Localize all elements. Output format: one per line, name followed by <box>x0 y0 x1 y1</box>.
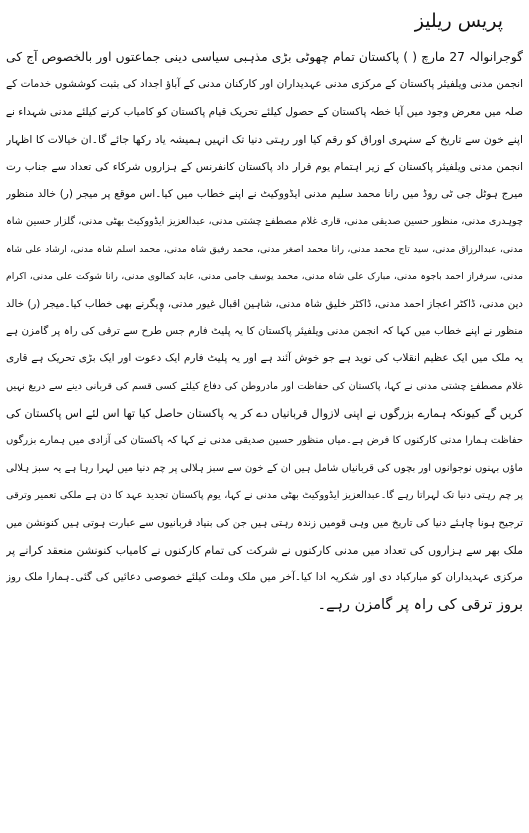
body-line: میرج ہوٹل جی ٹی روڈ میں رانا محمد سلیم مدنی ایڈووکیٹ نے اپنے خطاب میں کیا۔اس موقع پر میجر (ر) خالد منظور <box>6 187 523 200</box>
body-line: ملک بھر سے ہزاروں کی تعداد میں مدنی کارکنوں نے شرکت کی تمام کارکنوں نے کامیاب کنونشن منعقد کرانے پر <box>6 544 523 558</box>
body-line: ماؤں بہنوں نوجوانوں اور بچوں کی قربانیاں شامل ہیں ان کے خون سے سبز ہلالی پر چم دنیا میں لہرا رہا ہے یہ سبز ہلالی <box>6 462 523 474</box>
body-line: حفاظت ہمارا مدنی کارکنوں کا فرض ہے۔میاں منظور حسین صدیقی مدنی نے کہا کہ پاکستان کی آزادی میں ہمارے بزرگوں <box>6 435 523 447</box>
body-line: انجمن مدنی ویلفیئر پاکستان کے مرکزی مدنی عہدیداران اور کارکنان مدنی کے آباؤ اجداد کی بثبت کوششوں خدمات کے <box>6 78 523 91</box>
body-line: صلہ میں معرض وجود میں آیا خطہ پاکستان کے حصول کیلئے تحریک قیام پاکستان کو کامیاب کرنے کیلئے مدنی شہداء نے <box>6 105 523 118</box>
body-line: کریں گے کیونکہ ہمارے بزرگوں نے اپنی لازوال قربانیاں دے کر یہ پاکستان حاصل کیا تھا اس لئے اس پاکستان کی <box>6 407 523 421</box>
body-line: مرکزی عہدیداران کو مبارکباد دی اور شکریہ ادا کیا۔آخر میں ملک وملت کیلئے خصوصی دعائیں کی گئی۔ہمارا ملک روز <box>6 571 523 584</box>
body-line: منظور نے اپنے خطاب میں کہا کہ انجمن مدنی ویلفیئر پاکستان کا یہ پلیٹ فارم جس طرح سے ترقی کی راہ پر گامزن ہے <box>6 324 523 337</box>
body-line: ترجیح ہونا چاہئے دنیا کی تاریخ میں وہی قومیں زندہ رہتی ہیں جن کی بنیاد قربانیوں سے عبارت ہوتی ہیں کنونشن میں <box>6 516 523 529</box>
body-line: غلام مصطفےٰ چشتی مدنی نے کہا، پاکستان کی حفاظت اور مادروطن کی دفاع کیلئے کسی قسم کی قربانی دینے سے دریغ نہیں <box>6 380 523 392</box>
body-line: دین مدنی، ڈاکٹر اعجاز احمد مدنی، ڈاکٹر خلیق شاہ مدنی، شاہین اقبال غیور مدنی، وٖیگرنے بھی خطاب کیا۔میجر (ر) خالد <box>6 297 523 310</box>
body-line: انجمن مدنی ویلفیئر پاکستان کے زیر اہتمام یوم قرار داد پاکستان کانفرنس کے ہزاروں شرکاء کی تعداد سے جناب رت <box>6 160 523 173</box>
body-line: پر چم رہتی دنیا تک لہراتا رہے گا۔عبدالعزیز ایڈووکیٹ بھٹی مدنی نے کہا، یوم پاکستان تجدید عہد کا دن ہے ملکی تعمیر وترقی <box>6 490 523 502</box>
body-line: اپنے خون سے تاریخ کے سنہری اوراق کو رقم کیا اور رہتی دنیا تک انہیں ہمیشہ یاد رکھا جائے گا۔ان خیالات کا اظہار <box>6 133 523 147</box>
press-release-body <box>6 44 523 619</box>
body-line: چوہدری مدنی، منظور حسین صدیقی مدنی، قاری غلام مصطفےٰ چشتی مدنی، عبدالعزیز ایڈووکیٹ بھٹی مدنی، گلزار حسین شاہ <box>6 216 523 228</box>
body-line: یہ ملک میں ایک عظیم انقلاب کی نوید ہے جو خوش آئند ہے اور یہ پلیٹ فارم ایک دعوت اور ایک بڑی تحریک ہے قاری <box>6 352 523 365</box>
press-release-heading: پریس ریلیز <box>414 10 503 32</box>
body-line: گوجرانوالہ 27 مارچ ( ) پاکستان تمام چھوٹی بڑی مذہبی سیاسی دینی جماعتوں اور بالخصوص آج کی <box>6 50 523 64</box>
body-line-last: بروز ترقی کی راہ پر گامزن رہے۔ <box>317 596 523 613</box>
body-line: مدنی، سرفراز احمد باجوہ مدنی، مبارک علی شاہ مدنی، محمد یوسف جامی مدنی، عابد کمالوی مدنی، رانا شوکت علی مدنی، اکرام <box>6 271 523 283</box>
body-line: مدنی، عبدالرزاق مدنی، سید تاج محمد مدنی، رانا محمد اصغر مدنی، محمد رفیق شاہ مدنی، محمد اسلم شاہ مدنی، ارشاد علی شاہ <box>6 243 523 255</box>
